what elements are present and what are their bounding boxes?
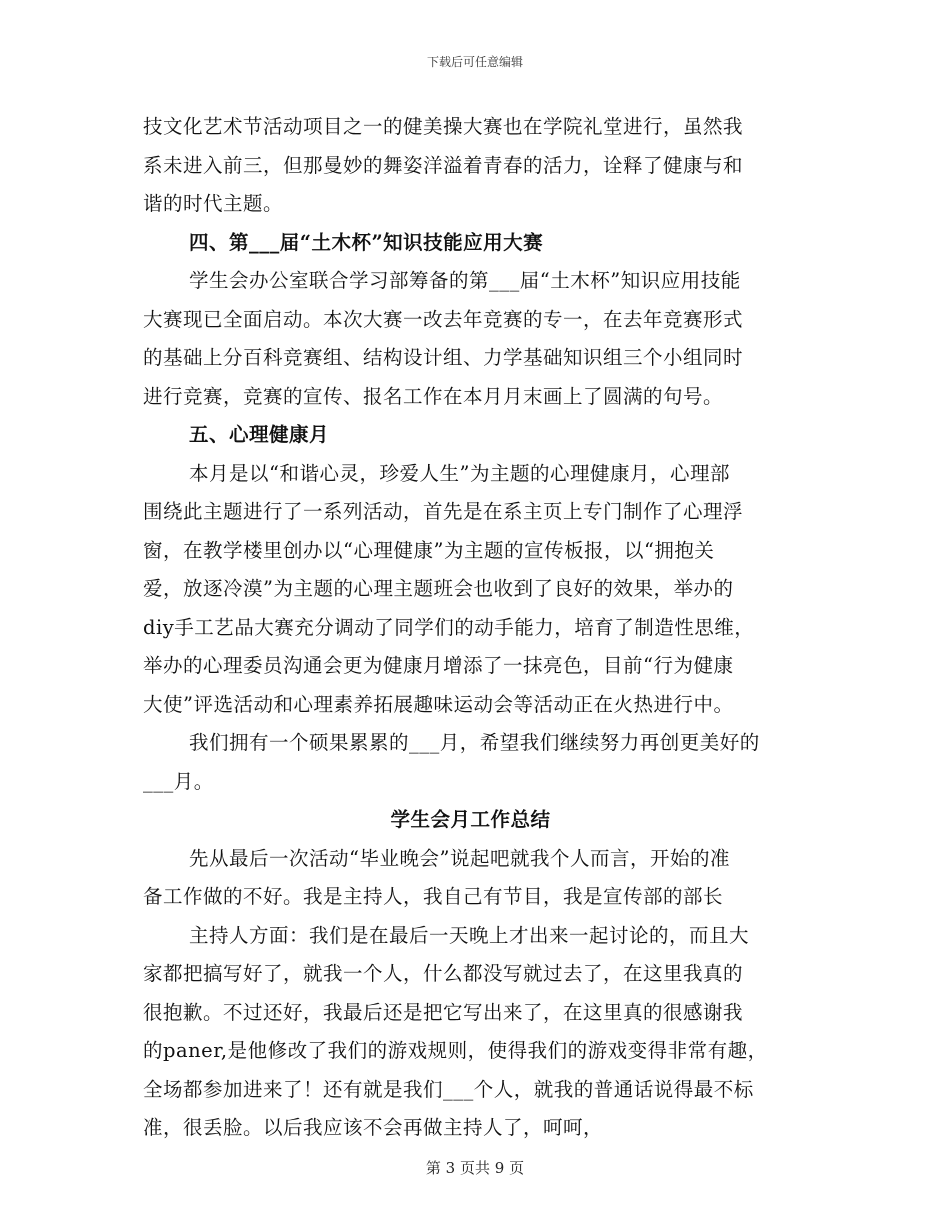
body-line: 举办的心理委员沟通会更为健康月增添了一抹亮色，目前“行为健康	[143, 654, 734, 677]
paragraph-first-line: 先从最后一次活动“毕业晚会”说起吧就我个人而言，开始的准	[189, 846, 730, 870]
paragraph-first-line: 本月是以“和谐心灵，珍爱人生”为主题的心理健康月，心理部	[189, 461, 730, 485]
body-line: diy手工艺品大赛充分调动了同学们的动手能力，培育了制造性思维，	[143, 615, 755, 639]
document-body	[143, 108, 798, 1148]
body-line: 技文化艺术节活动项目之一的健美操大赛也在学院礼堂进行，虽然我	[143, 115, 744, 138]
paragraph-first-line: 主持人方面：我们是在最后一天晚上才出来一起讨论的，而且大	[189, 923, 750, 947]
paragraph-first-line: 学生会办公室联合学习部筹备的第___届“土木杯”知识应用技能	[189, 269, 741, 292]
section-heading-5: 五、心理健康月	[189, 423, 330, 446]
body-line: 进行竞赛，竞赛的宣传、报名工作在本月月末画上了圆满的句号。	[143, 384, 724, 408]
body-line: ___月。	[143, 769, 214, 793]
body-line: 的基础上分百科竞赛组、结构设计组、力学基础知识组三个小组同时	[143, 346, 744, 369]
body-line: 备工作做的不好。我是主持人，我自己有节目，我是宣传部的部长	[143, 885, 724, 908]
paragraph-first-line: 我们拥有一个硕果累累的___月，希望我们继续努力再创更美好的	[189, 731, 760, 754]
body-line: 窗，在教学楼里创办以“心理健康”为主题的宣传板报，以“拥抱关	[143, 538, 715, 562]
body-line: 大赛现已全面启动。本次大赛一改去年竞赛的专一，在去年竞赛形式	[143, 307, 744, 331]
body-line: 家都把搞写好了，就我一个人，什么都没写就过去了，在这里我真的	[143, 962, 744, 985]
body-line: 准，很丢脸。以后我应该不会再做主持人了，呵呵，	[143, 1116, 604, 1139]
section-heading-4: 四、第___届“土木杯”知识技能应用大赛	[189, 230, 544, 254]
body-line: 围绕此主题进行了一系列活动，首先是在系主页上专门制作了心理浮	[143, 500, 744, 523]
body-line: 爱，放逐冷漠”为主题的心理主题班会也收到了良好的效果，举办的	[143, 577, 734, 600]
body-line: 很抱歉。不过还好，我最后还是把它写出来了，在这里真的很感谢我	[143, 1000, 744, 1024]
document-title: 学生会月工作总结	[390, 808, 551, 831]
body-line: 谐的时代主题。	[143, 192, 284, 215]
body-line: 大使”评选活动和心理素养拓展趣味运动会等活动正在火热进行中。	[143, 692, 734, 716]
body-line: 系未进入前三，但那曼妙的舞姿洋溢着青春的活力，诠释了健康与和	[143, 153, 744, 177]
page-header: 下载后可任意编辑	[426, 55, 523, 69]
body-line: 的paner,是他修改了我们的游戏规则，使得我们的游戏变得非常有趣，	[143, 1039, 768, 1062]
body-line: 全场都参加进来了！还有就是我们___个人，就我的普通话说得最不标	[143, 1077, 754, 1101]
page-footer: 第 3 页共 9 页	[425, 1159, 525, 1177]
